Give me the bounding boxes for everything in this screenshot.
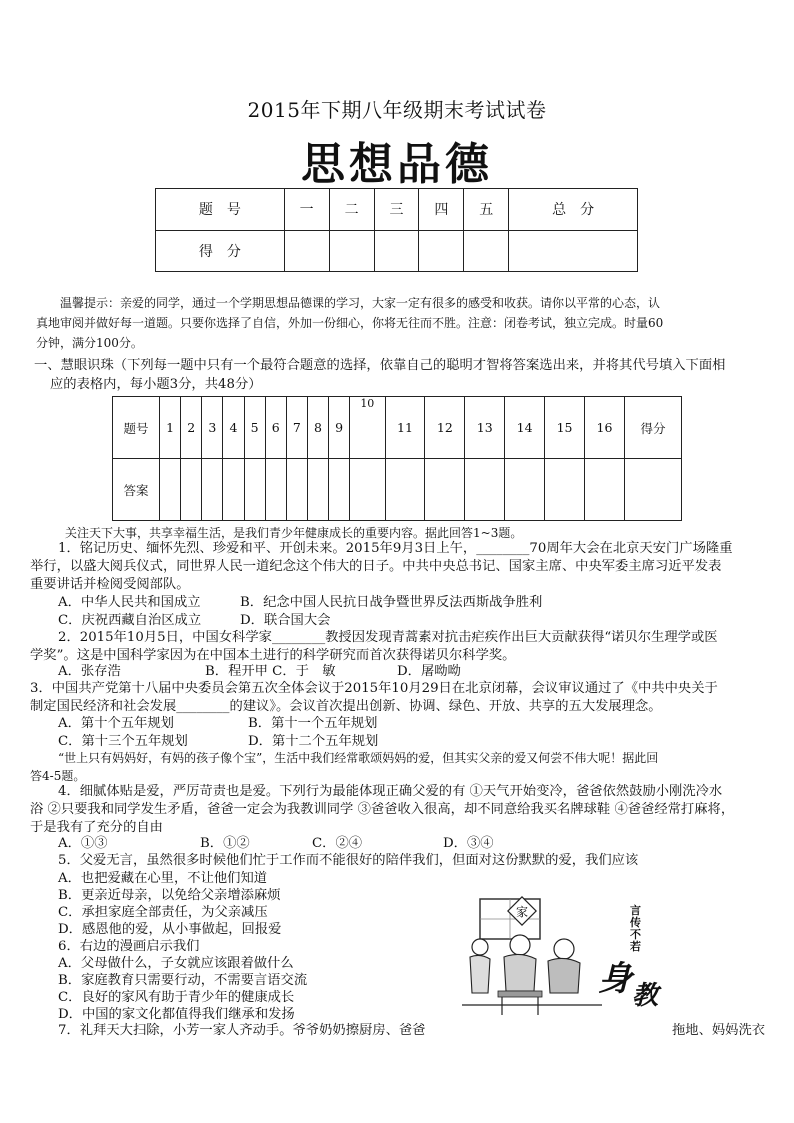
answer-cell[interactable] xyxy=(202,459,223,521)
question-number-cell: 13 xyxy=(465,397,505,459)
answer-cell[interactable] xyxy=(160,459,181,521)
cartoon-child-body xyxy=(470,955,490,993)
question-1 xyxy=(30,540,733,594)
answer-cell[interactable] xyxy=(244,459,265,521)
q4-option-d[interactable]: D．③④ xyxy=(443,836,494,851)
cartoon-mother-body xyxy=(548,958,580,993)
question-stem-line: 学奖”。这是中国科学家因为在中国本土进行的科学研究而首次获得诺贝尔科学奖。 xyxy=(30,648,516,663)
score-header-cell: 三 xyxy=(374,189,419,231)
score-header-cell: 一 xyxy=(284,189,329,231)
q4-option-c[interactable]: C．②④ xyxy=(312,836,363,851)
answer-score-cell[interactable] xyxy=(625,459,682,521)
question-stem-line: 举行，以盛大阅兵仪式，同世界人民一道纪念这个伟大的日子。中共中央总书记、国家主席、中央军委主席习近平发表 xyxy=(30,559,722,574)
answer-cell[interactable] xyxy=(286,459,307,521)
score-table xyxy=(155,188,638,272)
answer-table-score-label: 得分 xyxy=(625,397,682,459)
q5-option-c[interactable]: C．承担家庭全部责任，为父亲减压 xyxy=(58,905,268,920)
intro-line: “世上只有妈妈好，有妈的孩子像个宝”，生活中我们经常歌颂妈妈的爱，但其实父亲的爱又何尝不伟大呢！据此回 xyxy=(58,751,659,765)
q5-option-a[interactable]: A．也把爱藏在心里，不让他们知道 xyxy=(58,871,268,886)
question-stem-line: 1．铭记历史、缅怀先烈、珍爱和平、开创未来。2015年9月3日上午，________70周年大会在北京天安门广场隆重 xyxy=(58,541,733,556)
question-number-cell: 12 xyxy=(425,397,465,459)
q3-option-d[interactable]: D．第十二个五年规划 xyxy=(248,734,379,749)
exam-subtitle: 2015年下期八年级期末考试试卷 xyxy=(247,98,547,122)
question-number-cell: 15 xyxy=(545,397,585,459)
question-number-cell: 8 xyxy=(307,397,328,459)
question-stem-line: 于是我有了充分的自由 xyxy=(30,820,163,835)
question-stem-line: 2．2015年10月5日，中国女科学家________教授因发现青蒿素对抗击疟疾作出巨大贡献获得“诺贝尔生理学或医 xyxy=(58,630,718,645)
answer-table-answer-row xyxy=(113,459,682,521)
question-number-cell: 7 xyxy=(286,397,307,459)
intro-news: 关注天下大事，共享幸福生活，是我们青少年健康成长的重要内容。据此回答1~3题。 xyxy=(65,526,523,540)
q6-option-d[interactable]: D．中国的家文化都值得我们继承和发扬 xyxy=(58,1007,295,1022)
cartoon-mother-head xyxy=(554,939,574,959)
q6-option-b[interactable]: B．家庭教育只需要行动，不需要言语交流 xyxy=(58,973,308,988)
score-blank-cell[interactable] xyxy=(419,230,464,272)
q6-option-a[interactable]: A．父母做什么，子女就应该跟着做什么 xyxy=(58,956,294,971)
tip-line: 分钟，满分100分。 xyxy=(36,336,143,350)
question-number-cell: 9 xyxy=(329,397,350,459)
answer-cell[interactable] xyxy=(584,459,624,521)
answer-cell[interactable] xyxy=(545,459,585,521)
answer-cell[interactable] xyxy=(265,459,286,521)
intro-father xyxy=(30,749,658,785)
q3-option-c[interactable]: C．第十三个五年规划 xyxy=(58,734,188,749)
score-blank-cell[interactable] xyxy=(509,230,638,272)
question-3 xyxy=(30,680,718,716)
cartoon-father-head xyxy=(510,935,530,955)
q2-option-a[interactable]: A．张存浩 xyxy=(58,664,121,679)
q4-option-a[interactable]: A．①③ xyxy=(58,836,108,851)
question-number-cell: 2 xyxy=(181,397,202,459)
section1-heading xyxy=(34,356,725,394)
cartoon-sign-text: 家 xyxy=(515,905,529,919)
q4-option-b[interactable]: B．①② xyxy=(200,836,250,851)
q1-option-c[interactable]: C．庆祝西藏自治区成立 xyxy=(58,613,202,628)
question-7-stem: 7．礼拜天大扫除，小芳一家人齐动手。爷爷奶奶擦厨房、爸爸 xyxy=(58,1023,426,1038)
question-stem-line: 重要讲话并检阅受阅部队。 xyxy=(30,577,190,592)
score-table-header-row xyxy=(156,189,638,231)
question-stem-line: 4．细腻体贴是爱，严厉苛责也是爱。下列行为最能体现正确父爱的有 ①天气开始变冷，爸爸依然鼓励小刚洗冷水 xyxy=(58,784,723,799)
score-header-cell: 四 xyxy=(419,189,464,231)
answer-table-number-row xyxy=(113,397,682,459)
answer-cell[interactable] xyxy=(505,459,545,521)
score-header-cell: 二 xyxy=(329,189,374,231)
q3-option-b[interactable]: B．第十一个五年规划 xyxy=(248,716,378,731)
cartoon-father-body xyxy=(504,954,536,991)
answer-cell[interactable] xyxy=(181,459,202,521)
score-blank-cell[interactable] xyxy=(284,230,329,272)
q1-option-a[interactable]: A．中华人民共和国成立 xyxy=(58,595,201,610)
answer-cell[interactable] xyxy=(425,459,465,521)
q6-option-c[interactable]: C．良好的家风有助于青少年的健康成长 xyxy=(58,990,295,1005)
intro-line: 答4-5题。 xyxy=(30,769,86,783)
score-blank-cell[interactable] xyxy=(374,230,419,272)
score-table-score-row xyxy=(156,230,638,272)
question-number-cell: 4 xyxy=(223,397,244,459)
q5-option-d[interactable]: D．感恩他的爱，从小事做起，回报爱 xyxy=(58,922,282,937)
score-header-cell: 五 xyxy=(464,189,509,231)
score-blank-cell[interactable] xyxy=(329,230,374,272)
question-number-cell: 3 xyxy=(202,397,223,459)
exam-title: 思想品德 xyxy=(301,139,493,190)
answer-cell[interactable] xyxy=(307,459,328,521)
question-7-stem-continued: 拖地、妈妈洗衣 xyxy=(672,1023,766,1038)
tip-block xyxy=(36,293,664,353)
section1-heading-line: 一、慧眼识珠（下列每一题中只有一个最符合题意的选择，依靠自己的聪明才智将答案选出来，并将其代号填入下面相 xyxy=(34,358,726,373)
question-number-cell: 5 xyxy=(244,397,265,459)
score-row-label: 得 分 xyxy=(156,230,285,272)
q3-option-a[interactable]: A．第十个五年规划 xyxy=(58,716,174,731)
question-number-cell: 6 xyxy=(265,397,286,459)
tip-line: 温馨提示：亲爱的同学，通过一个学期思想品德课的学习，大家一定有很多的感受和收获。请你以平常的心态，认 xyxy=(60,296,661,310)
question-6-stem: 6．右边的漫画启示我们 xyxy=(58,939,200,954)
cartoon-caption-big: 身 xyxy=(598,959,632,999)
answer-table xyxy=(112,396,682,521)
section1-heading-line: 应的表格内，每小题3分，共48分） xyxy=(50,377,262,392)
answer-row-label: 答案 xyxy=(113,459,160,521)
question-5-stem: 5．父爱无言，虽然很多时候他们忙于工作而不能很好的陪伴我们，但面对这份默默的爱，我们应该 xyxy=(58,853,639,868)
question-number-cell: 14 xyxy=(505,397,545,459)
cartoon-caption-small: 言传不若 xyxy=(630,904,641,953)
question-2 xyxy=(30,629,718,665)
question-4 xyxy=(30,783,734,837)
cartoon-caption-big: 教 xyxy=(632,981,659,1011)
answer-cell[interactable] xyxy=(329,459,350,521)
question-number-cell: 10 xyxy=(350,397,385,459)
answer-cell[interactable] xyxy=(385,459,425,521)
question-stem-line: 浴 ②只要我和同学发生矛盾，爸爸一定会为我教训同学 ③爸爸收入很高，却不同意给我买名牌球鞋 ④爸爸经常打麻将， xyxy=(30,802,735,817)
q2-option-d[interactable]: D．屠呦呦 xyxy=(397,664,461,679)
score-header-cell: 总 分 xyxy=(509,189,638,231)
answer-cell[interactable] xyxy=(350,459,385,521)
answer-table-header-label: 题号 xyxy=(113,397,160,459)
answer-cell[interactable] xyxy=(223,459,244,521)
question-stem-line: 制定国民经济和社会发展________的建议》。会议首次提出创新、协调、绿色、开放、共享的五大发展理念。 xyxy=(30,699,662,714)
question-number-cell: 11 xyxy=(385,397,425,459)
score-blank-cell[interactable] xyxy=(464,230,509,272)
q5-option-b[interactable]: B．更亲近母亲，以免给父亲增添麻烦 xyxy=(58,888,281,903)
question-number-cell: 1 xyxy=(160,397,181,459)
score-header-cell: 题 号 xyxy=(156,189,285,231)
cartoon-child-head xyxy=(472,939,488,955)
answer-cell[interactable] xyxy=(465,459,505,521)
q1-option-b[interactable]: B．纪念中国人民抗日战争暨世界反法西斯战争胜利 xyxy=(240,595,543,610)
question-number-cell: 16 xyxy=(584,397,624,459)
q1-option-d[interactable]: D．联合国大会 xyxy=(240,613,331,628)
tip-line: 真地审阅并做好每一道题。只要你选择了自信，外加一份细心，你将无往而不胜。注意：闭卷考试，独立完成。时量60 xyxy=(36,316,664,330)
q2-option-b-c[interactable]: B．程开甲 C．于 敏 xyxy=(205,664,336,679)
cartoon-bench xyxy=(498,991,542,997)
question-stem-line: 3．中国共产党第十八届中央委员会第五次全体会议于2015年10月29日在北京闭幕，会议审议通过了《中共中央关于 xyxy=(30,681,718,696)
